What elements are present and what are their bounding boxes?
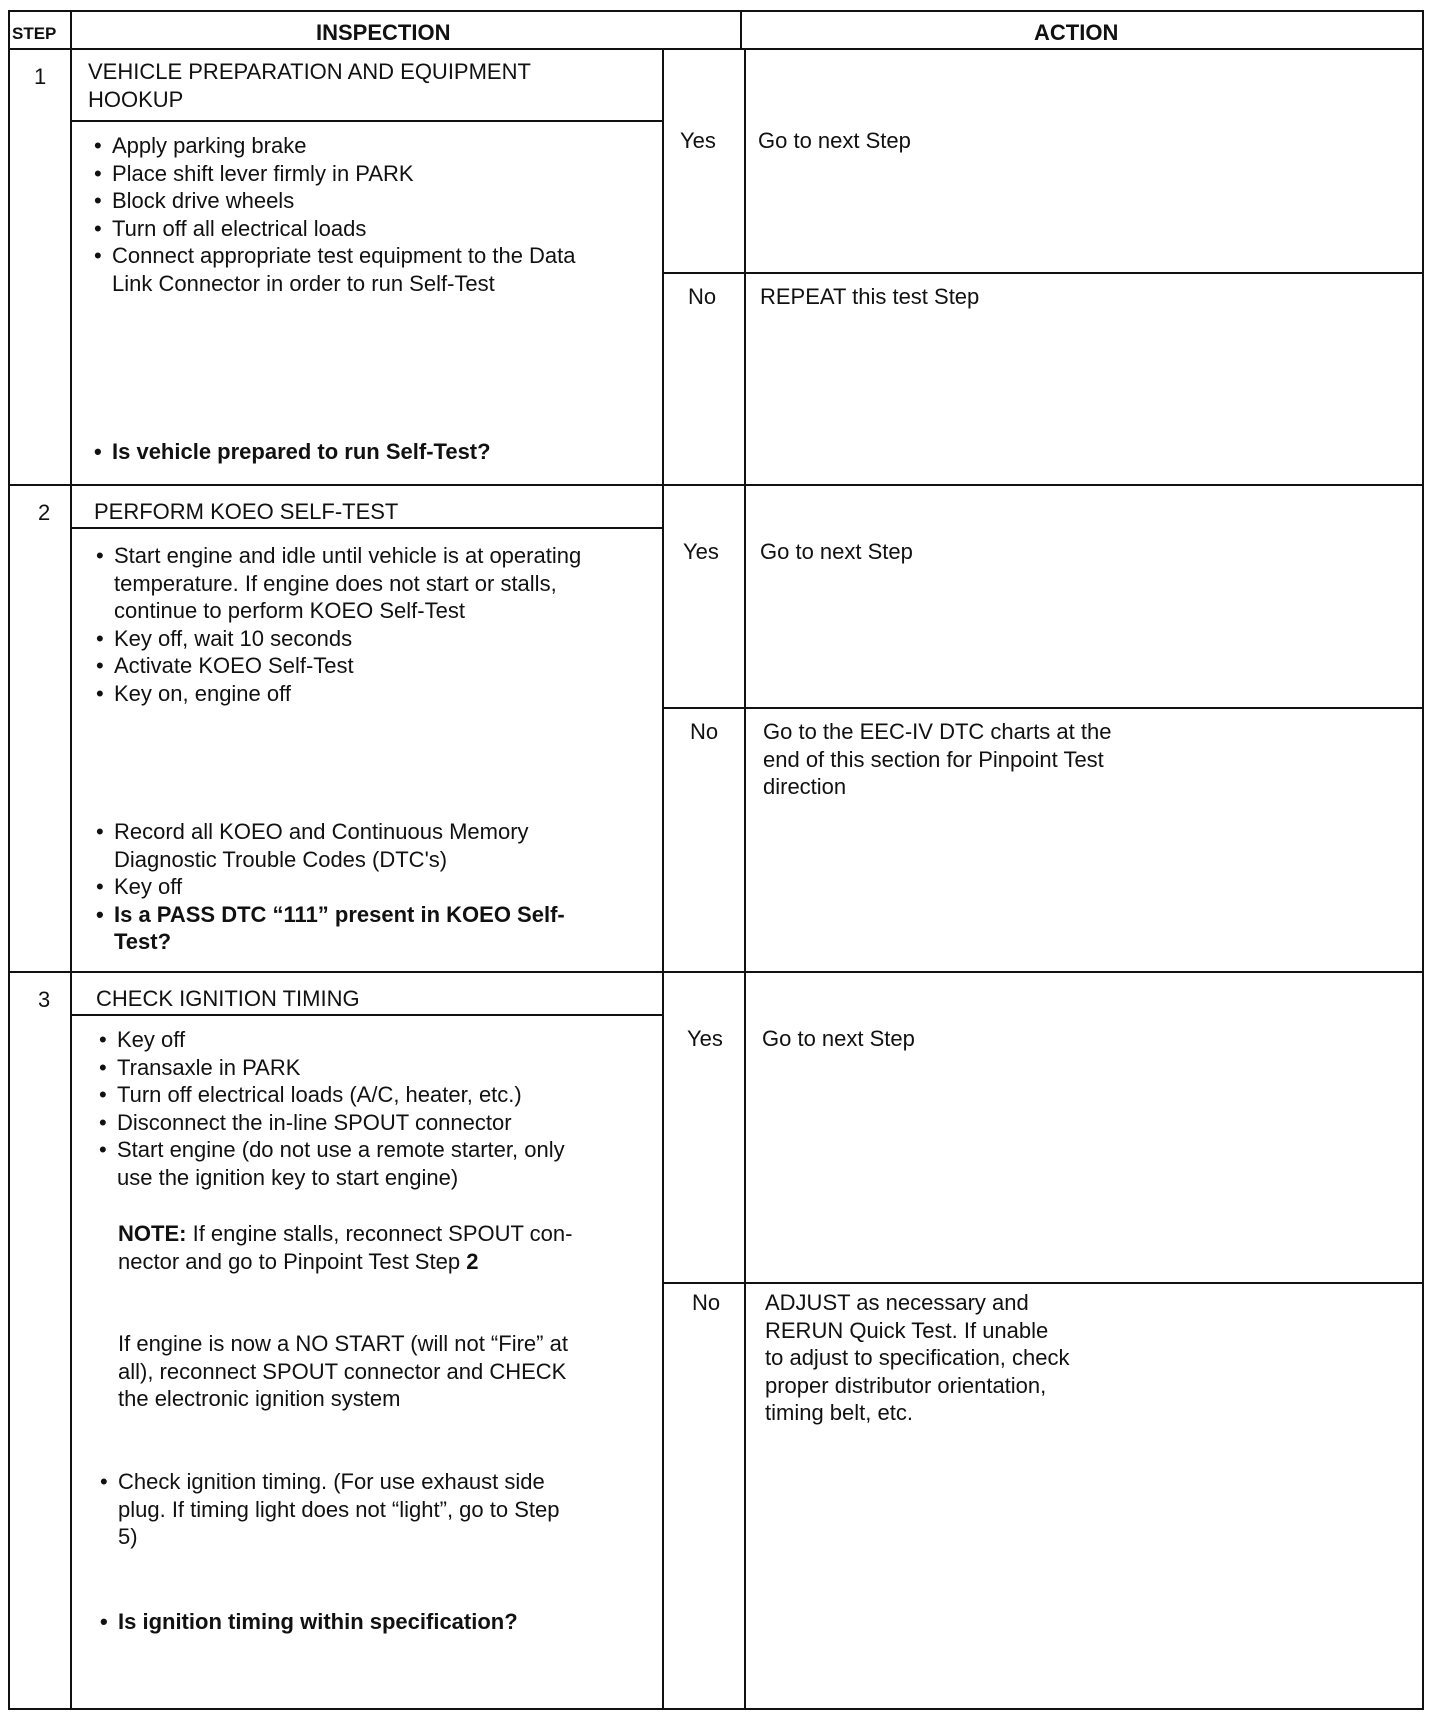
- yes-label: Yes: [683, 539, 719, 564]
- yes-action: Go to next Step: [758, 128, 911, 153]
- bullet-item: • Key on, engine off: [92, 680, 581, 708]
- step-number: 2: [38, 500, 51, 525]
- no-action: REPEAT this test Step: [760, 284, 980, 309]
- bullet-item: • Turn off all electrical loads: [90, 215, 576, 243]
- step1-bottom-rule: [8, 484, 1424, 486]
- no-label: No: [688, 284, 717, 309]
- step-title: PERFORM KOEO SELF-TEST: [94, 499, 399, 524]
- bullet-continuation: Link Connector in order to run Self-Test: [112, 271, 495, 296]
- yes-label: Yes: [687, 1026, 723, 1051]
- bullet-item: • Block drive wheels: [90, 187, 576, 215]
- no-label: No: [692, 1290, 721, 1315]
- step2-title-rule: [72, 527, 662, 529]
- bullet-item: • Key off: [92, 873, 565, 901]
- yes-action: Go to next Step: [760, 539, 913, 564]
- no-action: ADJUST as necessary and RERUN Quick Test. If unable to adjust to specification, check proper distributor orientation, timing belt, etc.: [765, 1290, 1070, 1425]
- step2-bullets-b: [92, 818, 565, 956]
- bullet-item: • Place shift lever firmly in PARK: [90, 160, 576, 188]
- inspection-action-divider: [740, 10, 742, 50]
- step-number: 1: [34, 64, 47, 89]
- step-title: HOOKUP: [88, 87, 184, 112]
- step-title: VEHICLE PREPARATION AND EQUIPMENT: [88, 59, 531, 84]
- step-title: CHECK IGNITION TIMING: [96, 986, 360, 1011]
- step2-bottom-rule: [8, 971, 1424, 973]
- step2-yes-no-rule: [664, 707, 1424, 709]
- step1-yes-no-rule: [664, 272, 1424, 274]
- bullet-item: • Key off, wait 10 seconds: [92, 625, 581, 653]
- bullet-item: • Disconnect the in-line SPOUT connector: [95, 1109, 565, 1137]
- no-start-instructions: If engine is now a NO START (will not “Fire” at all), reconnect SPOUT connector and CHECK the electronic ignition system: [118, 1331, 568, 1411]
- step3-bullets-a: [95, 1026, 565, 1191]
- bullet-item: • Key off: [95, 1026, 565, 1054]
- bullet-item: • Start engine (do not use a remote starter, only use the ignition key to start engine): [95, 1136, 565, 1191]
- no-action: Go to the EEC-IV DTC charts at the end of this section for Pinpoint Test direction: [763, 719, 1112, 799]
- bullet-item: • Check ignition timing. (For use exhaust side plug. If timing light does not “light”, go to Step 5): [96, 1468, 559, 1551]
- header-inspection: INSPECTION: [316, 20, 451, 45]
- header-action: ACTION: [1034, 20, 1119, 45]
- step3-check-bullet: [96, 1468, 559, 1551]
- step2-bullets-a: [92, 542, 581, 707]
- step1-title-rule: [72, 120, 662, 122]
- question-text: • Is ignition timing within specification?: [96, 1608, 518, 1636]
- bullet-item: • Apply parking brake: [90, 132, 576, 160]
- bullet-item: • Start engine and idle until vehicle is at operating temperature. If engine does not start or stalls, continue to perform KOEO Self-Test: [92, 542, 581, 625]
- yesno-action-divider: [744, 48, 746, 1710]
- step3-title-rule: [72, 1014, 662, 1016]
- step3-yes-no-rule: [664, 1282, 1424, 1284]
- note-label: NOTE:: [118, 1221, 187, 1246]
- bullet-item: • Activate KOEO Self-Test: [92, 652, 581, 680]
- bullet-item: • Transaxle in PARK: [95, 1054, 565, 1082]
- step-number: 3: [38, 987, 51, 1012]
- yes-action: Go to next Step: [762, 1026, 915, 1051]
- question-text: • Is a PASS DTC “111” present in KOEO Self- Test?: [92, 901, 565, 956]
- note: NOTE: If engine stalls, reconnect SPOUT con- nector and go to Pinpoint Test Step 2: [118, 1221, 573, 1274]
- step1-bullets: [90, 132, 576, 270]
- question-text: • Is vehicle prepared to run Self-Test?: [90, 438, 491, 466]
- header-step: STEP: [12, 24, 57, 43]
- step1-question: [90, 438, 491, 466]
- yes-label: Yes: [680, 128, 716, 153]
- header-bottom-rule: [8, 48, 1424, 50]
- no-label: No: [690, 719, 719, 744]
- inspection-yesno-divider: [662, 48, 664, 1710]
- bullet-item: • Turn off electrical loads (A/C, heater, etc.): [95, 1081, 565, 1109]
- bullet-item: • Connect appropriate test equipment to the Data: [90, 242, 576, 270]
- step-column-divider: [70, 10, 72, 1710]
- step3-question: [96, 1608, 518, 1636]
- bullet-item: • Record all KOEO and Continuous Memory Diagnostic Trouble Codes (DTC's): [92, 818, 565, 873]
